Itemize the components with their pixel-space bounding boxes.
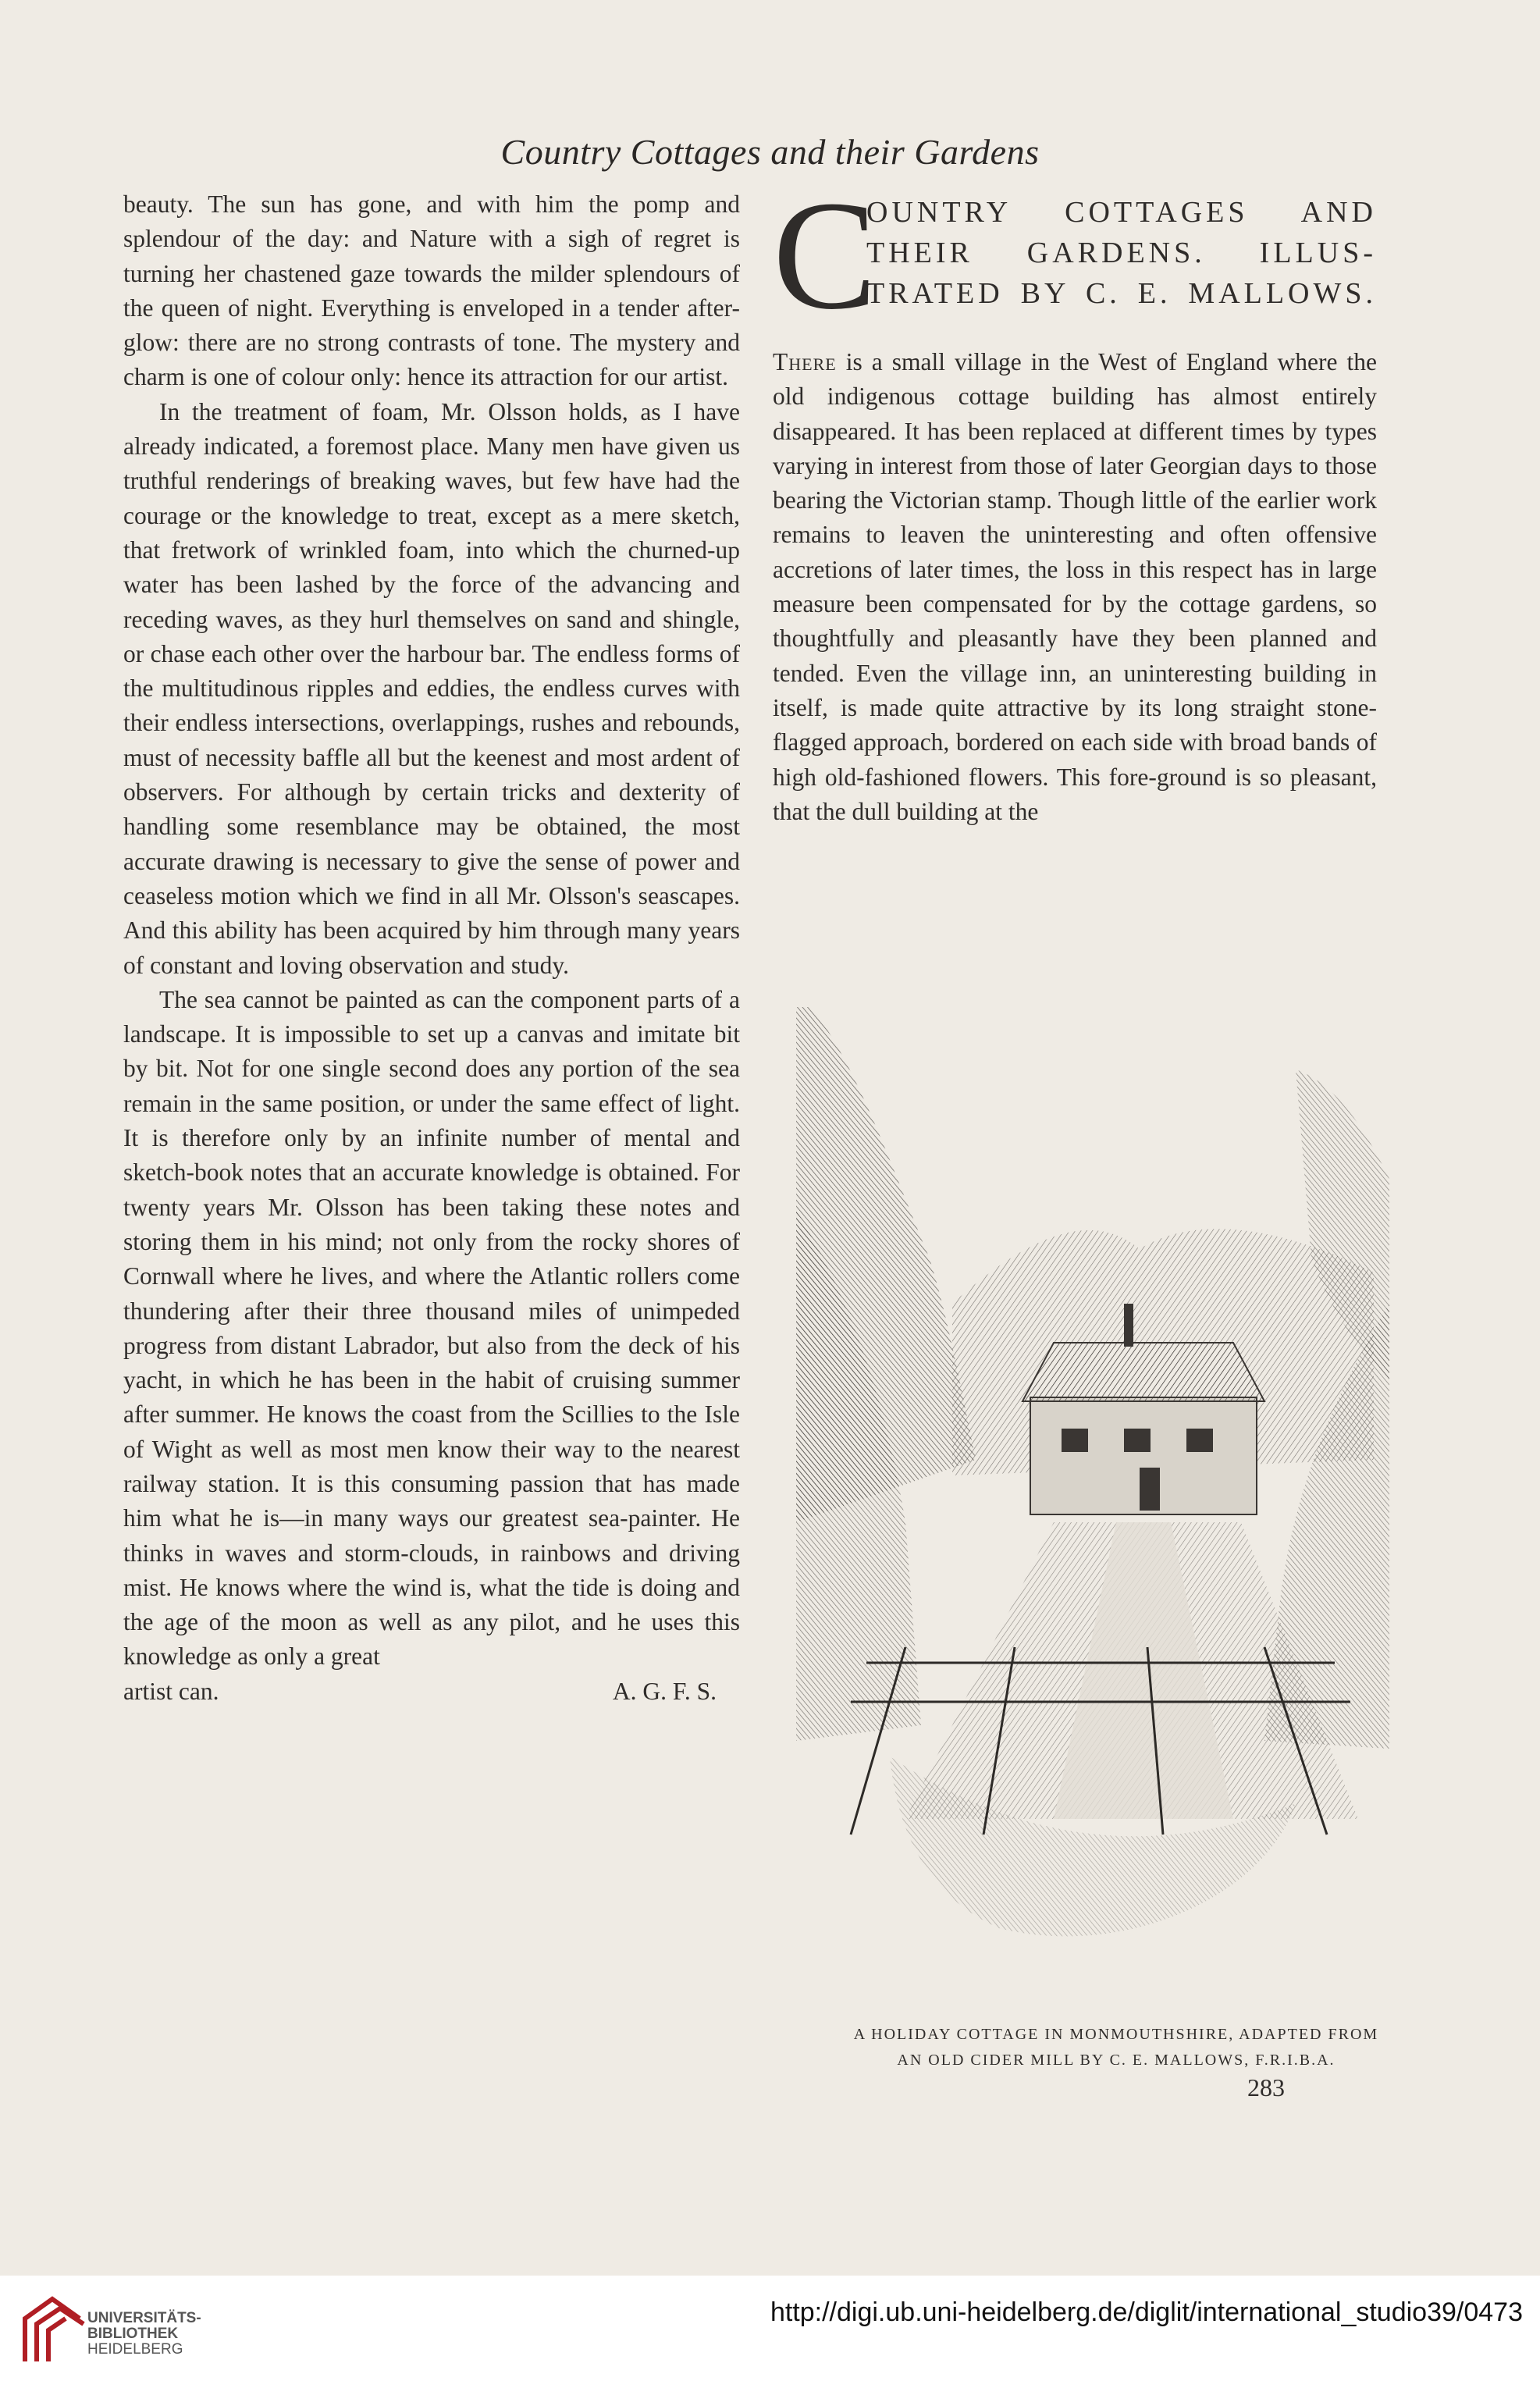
cottage-illustration: [796, 976, 1389, 1991]
title-line: TRATED BY C. E. MALLOWS.: [866, 277, 1377, 310]
source-url-link[interactable]: http://digi.ub.uni-heidelberg.de/diglit/international_studio39/0473: [770, 2297, 1523, 2327]
paragraph: In the treatment of foam, Mr. Olsson holds, as I have already indicated, a foremost place. Many men have given us truthful renderings of breaking waves, but few have had the courage or the knowledge to treat, except as a mere sketch, that fretwork of wrinkled foam, into which the churned-up water has been lashed by the force of the advancing and receding waves, as they hurl themselves on sand and shingle, or chase each other over the harbour bar. The endless forms of the multitudinous ripples and eddies, the endless curves with their endless intersections, overlappings, rushes and rebounds, must of necessity baffle all but the keenest and most ardent of observers. For although by certain tricks and dexterity of handling some resemblance may be obtained, the most accurate drawing is necessary to give the sense of power and ceaseless motion which we find in all Mr. Olsson's seascapes. And this ability has been acquired by him through many years of constant and loving observation and study.: [123, 397, 740, 979]
article-body: is a small village in the West of England where the old indigenous cottage building has almost entirely disappeared. It has been replaced at different times by types varying in interest from those of later Georgian days to those bearing the Victorian stamp. Though little of the earlier work remains to leaven the uninteresting and often offensive accretions of later times, the loss in this respect has in large measure been compensated for by the cottage gardens, so thoughtfully and pleasantly have they been planned and tended. Even the village inn, an uninteresting building in itself, is made quite attractive by its long straight stone-flagged approach, bordered on each side with broad bands of high old-fashioned flowers. This fore-ground is so pleasant, that the dull building at the: [773, 348, 1377, 825]
article-title: [866, 192, 1377, 314]
figure-caption: [773, 2022, 1460, 2073]
author-signature: A. G. F. S.: [612, 1677, 717, 1705]
paragraph: beauty. The sun has gone, and with him the pomp and splendour of the day: and Nature with a sigh of regret is turning her chastened gaze towards the milder splendours of the queen of night. Everything is enveloped in a tender after-glow: there are no strong contrasts of tone. The mystery and charm is one of colour only: hence its attraction for our artist.: [123, 190, 740, 391]
page-number: 283: [1247, 2073, 1285, 2102]
closing-line: [123, 1674, 740, 1709]
right-column: [773, 169, 1377, 829]
title-line: THEIR GARDENS. ILLUS-: [866, 237, 1377, 269]
left-column: [123, 187, 740, 1709]
library-name-line: UNIVERSITÄTS-: [87, 2310, 201, 2326]
library-name-line: HEIDELBERG: [87, 2341, 183, 2358]
library-footer: [0, 2276, 1540, 2388]
closing-text: artist can.: [123, 1677, 219, 1705]
library-logo-icon: [17, 2291, 95, 2369]
article-paragraph: [773, 345, 1377, 829]
running-head: Country Cottages and their Gardens: [500, 132, 1040, 172]
caption-line: AN OLD CIDER MILL BY C. E. MALLOWS, F.R.I.B.A.: [897, 2052, 1335, 2069]
drop-cap: C: [773, 169, 877, 342]
paragraph: The sea cannot be painted as can the component parts of a landscape. It is impossible to set up a canvas and imitate bit by bit. Not for one single second does any portion of the sea remain in the same position, or under the same effect of light. It is therefore only by an infinite number of mental and sketch-book notes that an accurate knowledge is obtained. For twenty years Mr. Olsson has been taking these notes and storing them in his mind; not only from the rocky shores of Cornwall where he lives, and where the Atlantic rollers come thundering after their three thousand miles of unimpeded progress from distant Labrador, but also from the deck of his yacht, in which he has been in the habit of cruising summer after summer. He knows the coast from the Scillies to the Isle of Wight as well as most men know their way to the nearest railway station. It is this consuming passion that has made him what he is—in many ways our greatest sea-painter. He thinks in waves and storm-clouds, in rainbows and driving mist. He knows where the wind is, what the tide is doing and the age of the moon as well as any pilot, and he uses this knowledge as only a great: [123, 985, 740, 1671]
title-line: OUNTRY COTTAGES AND: [866, 196, 1377, 229]
caption-line: A HOLIDAY COTTAGE IN MONMOUTHSHIRE, ADAPTED FROM: [853, 2026, 1379, 2043]
library-name: [87, 2311, 201, 2358]
article-heading: [773, 169, 1377, 342]
lead-word: There: [773, 348, 837, 375]
library-name-line: BIBLIOTHEK: [87, 2326, 179, 2342]
